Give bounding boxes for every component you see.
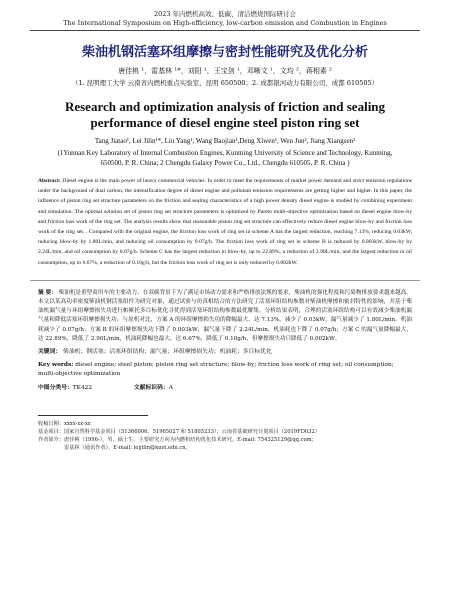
- clc-field: 中图分类号：TK422: [38, 385, 93, 392]
- header-line-cn: 2023 年内燃机高效、低碳、清洁燃烧国际研讨会: [153, 10, 297, 18]
- abstract-label: Abstract:: [38, 178, 61, 184]
- footnote-author-bio: 作者简介：唐佳桃（1996-），男，硕士生，主要研究方向为内燃机结构优化技术研究。E-mail: 754325129@qq.com；: [38, 437, 317, 444]
- classification-row: [38, 382, 412, 391]
- footnote-received: 收稿日期：xxxx-xx-xx: [38, 421, 91, 428]
- footnotes: [38, 420, 412, 452]
- chinese-keywords: [38, 348, 412, 357]
- english-title: Research and optimization analysis of friction and sealing performance of diesel engine steel piston ring set: [64, 99, 386, 130]
- cn-keywords-label: 关键词：: [38, 349, 62, 356]
- chinese-affiliation: （1. 昆明理工大学 云南省内燃机重点实验室，昆明 650500；2. 成都银河动力有限公司，成都 610505）: [71, 79, 379, 87]
- footnote-rule: [38, 415, 148, 416]
- cn-abstract-text: 柴油机是重型商用车的主要动力，在双碳背景下为了满足市场动力需求和严格排放法规的要求，柴油机的强化程度和污染物排放要求越来越高。本文以某高功率密度柴油机钢活塞组件为研究对象，通过试验与仿真相结合的方法研究了活塞环组结构参数对柴油机摩擦和密封特性的影响，并基于柴油机漏气量与环组摩擦损失功进行帕累托多目标优化寻优得到活塞环组结构参数最优解集。分析结果表明，合理的活塞环组结构可以有效减少柴油机漏气量和降低活塞环组摩擦损失功。与原机对比，方案 A 的环组摩擦损失功的降幅最大，达 7.13%，减少了 0.03kW，漏气量减少了 1.80L/min，机油耗减少了 0.07g/h；方案 B 的环组摩擦损失功下降了 0.003kW，漏气量下降了 2.24L/min，机油耗也下降了 0.07g/h；方案 C 的漏气量降幅最大，达 22.89%，降低了 2.90L/min，机油耗降幅也最大，达 6.67%，降低了 0.10g/h，但摩擦损失功只降低了 0.002kW。: [38, 289, 412, 342]
- english-affiliation: (1Yunnan Key Laboratory of Internal Combustion Engines, Kunming University of Science and Technology, Kunming, 650500, P. R. China; 2 Chengdu Galaxy Power Co., Ltd., Chengdu 610505, P. R. China ): [57, 149, 393, 167]
- english-authors: Tang Jiatao¹, Lei Jilin¹*, Liu Yang¹, Wang Baojian¹,Deng Xiwen¹, Wen Jun², Jiang Xiangsen²: [94, 137, 356, 145]
- keywords-label: Key words:: [38, 362, 74, 369]
- footnote-funding: 基金项目：国家自然科学基金项目（51366006、51965027 和 51805233）；云南省基础研究计划项目（2019FD032）: [38, 429, 320, 436]
- section-divider: [30, 280, 420, 281]
- keywords-text: diesel engine; steel piston; piston ring set structure; blow-by; friction loss work of ring set; oil consumption; multi-objective optimization: [38, 362, 394, 378]
- doc-code-field: 文献标识码：A: [133, 385, 173, 392]
- header-rule: [30, 30, 420, 31]
- chinese-abstract: [38, 289, 412, 344]
- chinese-authors: 唐佳桃 ¹，雷基林 ¹*，刘阳 ¹，王宝剑 ¹，邓晰文 ¹，文均 ²，蒋相素 ²: [118, 67, 332, 75]
- chinese-title: 柴油机钢活塞环组摩擦与密封性能研究及优化分析: [81, 45, 368, 60]
- english-abstract: [38, 176, 412, 268]
- cn-keywords-text: 柴油机；钢活塞；活塞环组结构；漏气量；环组摩擦损失功；机油耗；多目标优化: [63, 349, 272, 356]
- english-keywords: [38, 361, 412, 379]
- running-header: [30, 10, 420, 28]
- footnote-corresponding: 雷基林（通讯作者），E-mail: leijilin@kust.edu.cn。: [64, 445, 191, 452]
- cn-abstract-label: 摘 要：: [38, 289, 57, 296]
- header-line-en: The International Symposium on High-efficiency, low-carbon emission and Combustion in Engines: [63, 19, 387, 27]
- abstract-text: Diesel engine is the main power of heavy commercial vehicles. In order to meet the requirements of market power demand and strict emission regulations under the background of dual carbon, the intensification degree of diesel engine and pollutant emission requirements are getting higher and higher. In this paper, the influence of piston ring set structure parameters on the friction and sealing characteristics of a high power density diesel engine is studied by combining experiment and simulation. The optimal solution set of piston ring set structure parameters is optimized by Pareto multi-objective optimization based on diesel engine blow-by and friction loss work of the ring set. The analysis results show that reasonable piston ring set structure can effectively reduce diesel engine blow-by and friction loss work of the ring set. . Compared with the original engine, the friction loss work of ring set in scheme A has the largest reduction, reaching 7.13%, reducing 0.03kW, reducing blow-by by 1.80L/min, and reducing oil consumption by 0.07g/h. The friction loss work of ring set in scheme B is reduced by 0.003kW, blow-by by 2.24L/min, and oil consumption by 0.07g/h. Scheme C has the largest reduction in blow-by, up to 22.89%, a reduction of 2.90L/min, and the largest reduction in oil consumption, up to 6.67%, a reduction of 0.10g/h, but the friction loss work of ring set is only reduced by 0.002kW.: [38, 178, 412, 266]
